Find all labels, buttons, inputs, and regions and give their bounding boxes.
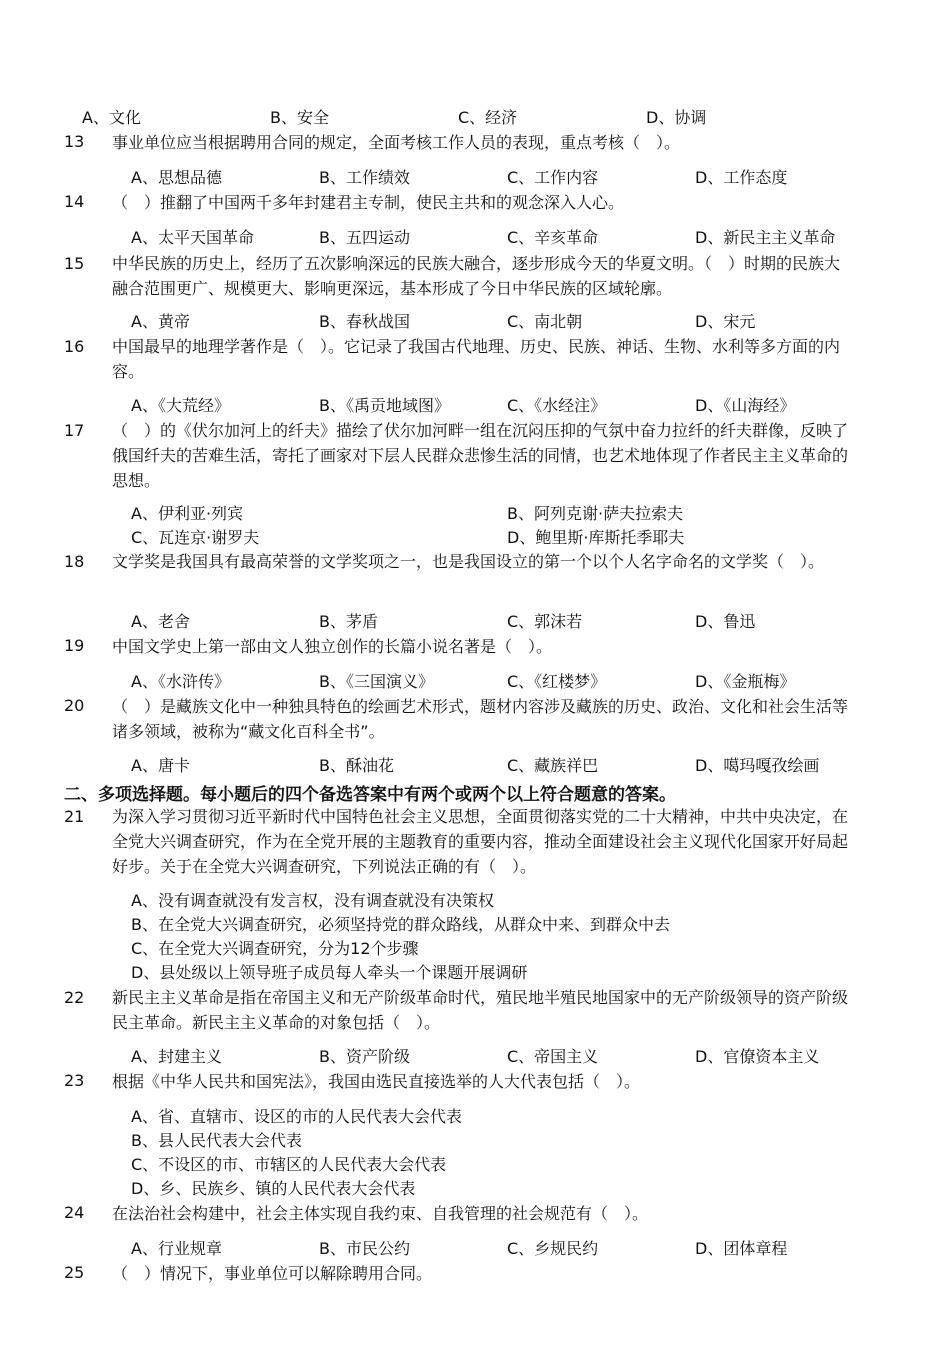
q24-option-d: D、团体章程 — [695, 1239, 788, 1258]
q18-option-c: C、郭沫若 — [507, 612, 583, 631]
q19-option-a: A、《水浒传》 — [131, 672, 230, 691]
q22-option-c: C、帝国主义 — [507, 1047, 599, 1066]
q15-number: 15 — [64, 254, 85, 273]
q12-option-a: A、文化 — [82, 108, 141, 127]
q17-option-d: D、鲍里斯·库斯托季耶夫 — [507, 528, 685, 547]
q14-option-d: D、新民主主义革命 — [695, 228, 836, 247]
q25-text: （ ）情况下，事业单位可以解除聘用合同。 — [112, 1264, 433, 1283]
q24-number: 24 — [64, 1203, 85, 1222]
q19-number: 19 — [64, 636, 85, 655]
q15-text: 中华民族的历史上，经历了五次影响深远的民族大融合，逐步形成今天的华夏文明。（ ）时期的民族大融合范围更广、规模更大、影响更深远，基本形成了今日中华民族的区域轮廓。 — [112, 254, 841, 298]
q20-option-d: D、噶玛嘎孜绘画 — [695, 756, 820, 775]
q21-text: 为深入学习贯彻习近平新时代中国特色社会主义思想，全面贯彻落实党的二十大精神，中共中央决定，在全党大兴调查研究，作为在全党开展的主题教育的重要内容，推动全面建设社会主义现代化国家开好局起好步。关于在全党大兴调查研究，下列说法正确的有（ ）。 — [112, 807, 849, 876]
q22-option-a: A、封建主义 — [131, 1047, 222, 1066]
q13-number: 13 — [64, 132, 85, 151]
q23-option-b: B、县人民代表大会代表 — [131, 1131, 302, 1150]
q20-number: 20 — [64, 696, 85, 715]
q15-option-d: D、宋元 — [695, 312, 756, 331]
q14-option-b: B、五四运动 — [319, 228, 410, 247]
q21-option-a: A、没有调查就没有发言权，没有调查就没有决策权 — [131, 891, 494, 910]
q24-text: 在法治社会构建中，社会主体实现自我约束、自我管理的社会规范有（ ）。 — [112, 1204, 649, 1223]
q20-text: （ ）是藏族文化中一种独具特色的绘画艺术形式，题材内容涉及藏族的历史、政治、文化和社会生活等诸多领域，被称为“藏文化百科全书”。 — [112, 697, 849, 741]
q19-text: 中国文学史上第一部由文人独立创作的长篇小说名著是（ ）。 — [112, 637, 553, 656]
q16-option-a: A、《大荒经》 — [131, 396, 230, 415]
q15-option-c: C、南北朝 — [507, 312, 583, 331]
q18-number: 18 — [64, 552, 85, 571]
section-2-heading: 二、多项选择题。每小题后的四个备选答案中有两个或两个以上符合题意的答案。 — [64, 785, 676, 805]
q16-option-c: C、《水经注》 — [507, 396, 607, 415]
q13-option-b: B、工作绩效 — [319, 168, 410, 187]
q20-option-a: A、唐卡 — [131, 756, 190, 775]
q16-option-d: D、《山海经》 — [695, 396, 796, 415]
q16-text: 中国最早的地理学著作是（ ）。它记录了我国古代地理、历史、民族、神话、生物、水利等多方面的内容。 — [112, 337, 841, 381]
q22-number: 22 — [64, 988, 85, 1007]
q17-option-b: B、阿列克谢·萨夫拉索夫 — [507, 504, 684, 523]
q17-option-a: A、伊利亚·列宾 — [131, 504, 244, 523]
q19-option-c: C、《红楼梦》 — [507, 672, 607, 691]
q23-option-c: C、不设区的市、市辖区的人民代表大会代表 — [131, 1155, 447, 1174]
q21-number: 21 — [64, 807, 85, 826]
q12-option-b: B、安全 — [270, 108, 329, 127]
q14-text: （ ）推翻了中国两千多年封建君主专制，使民主共和的观念深入人心。 — [112, 193, 625, 212]
q21-option-d: D、县处级以上领导班子成员每人牵头一个课题开展调研 — [131, 963, 528, 982]
q13-option-c: C、工作内容 — [507, 168, 599, 187]
q18-option-a: A、老舍 — [131, 612, 190, 631]
q17-option-c: C、瓦连京·谢罗夫 — [131, 528, 260, 547]
q23-text: 根据《中华人民共和国宪法》，我国由选民直接选举的人大代表包括（ ）。 — [112, 1072, 641, 1091]
q12-option-d: D、协调 — [646, 108, 707, 127]
q13-option-d: D、工作态度 — [695, 168, 788, 187]
q20-option-c: C、藏族祥巴 — [507, 756, 599, 775]
q21-option-b: B、在全党大兴调查研究，必须坚持党的群众路线，从群众中来、到群众中去 — [131, 915, 670, 934]
q23-number: 23 — [64, 1071, 85, 1090]
q15-option-b: B、春秋战国 — [319, 312, 410, 331]
q24-option-c: C、乡规民约 — [507, 1239, 599, 1258]
q22-text: 新民主主义革命是指在帝国主义和无产阶级革命时代，殖民地半殖民地国家中的无产阶级领导的资产阶级民主革命。新民主主义革命的对象包括（ ）。 — [112, 988, 849, 1032]
q13-option-a: A、思想品德 — [131, 168, 222, 187]
q24-option-a: A、行业规章 — [131, 1239, 222, 1258]
q20-option-b: B、酥油花 — [319, 756, 394, 775]
q14-option-a: A、太平天国革命 — [131, 228, 254, 247]
q17-text: （ ）的《伏尔加河上的纤夫》描绘了伏尔加河畔一组在沉闷压抑的气氛中奋力拉纤的纤夫群像，反映了俄国纤夫的苦难生活，寄托了画家对下层人民群众悲惨生活的同情，也艺术地体现了作者民主主义革命的思想。 — [112, 421, 849, 490]
q21-option-c: C、在全党大兴调查研究，分为12个步骤 — [131, 939, 419, 958]
q24-option-b: B、市民公约 — [319, 1239, 410, 1258]
q22-option-b: B、资产阶级 — [319, 1047, 410, 1066]
q14-option-c: C、辛亥革命 — [507, 228, 599, 247]
q13-text: 事业单位应当根据聘用合同的规定，全面考核工作人员的表现，重点考核（ ）。 — [112, 133, 681, 152]
q18-text: 文学奖是我国具有最高荣誉的文学奖项之一，也是我国设立的第一个以个人名字命名的文学奖（ ）。 — [112, 552, 825, 571]
q19-option-d: D、《金瓶梅》 — [695, 672, 796, 691]
q22-option-d: D、官僚资本主义 — [695, 1047, 820, 1066]
q14-number: 14 — [64, 192, 85, 211]
q15-option-a: A、黄帝 — [131, 312, 190, 331]
q19-option-b: B、《三国演义》 — [319, 672, 434, 691]
q12-option-c: C、经济 — [458, 108, 518, 127]
q25-number: 25 — [64, 1263, 85, 1282]
q23-option-d: D、乡、民族乡、镇的人民代表大会代表 — [131, 1179, 416, 1198]
q23-option-a: A、省、直辖市、设区的市的人民代表大会代表 — [131, 1107, 462, 1126]
q18-option-d: D、鲁迅 — [695, 612, 756, 631]
q17-number: 17 — [64, 421, 85, 440]
q18-option-b: B、茅盾 — [319, 612, 378, 631]
q16-option-b: B、《禹贡地域图》 — [319, 396, 450, 415]
q16-number: 16 — [64, 337, 85, 356]
